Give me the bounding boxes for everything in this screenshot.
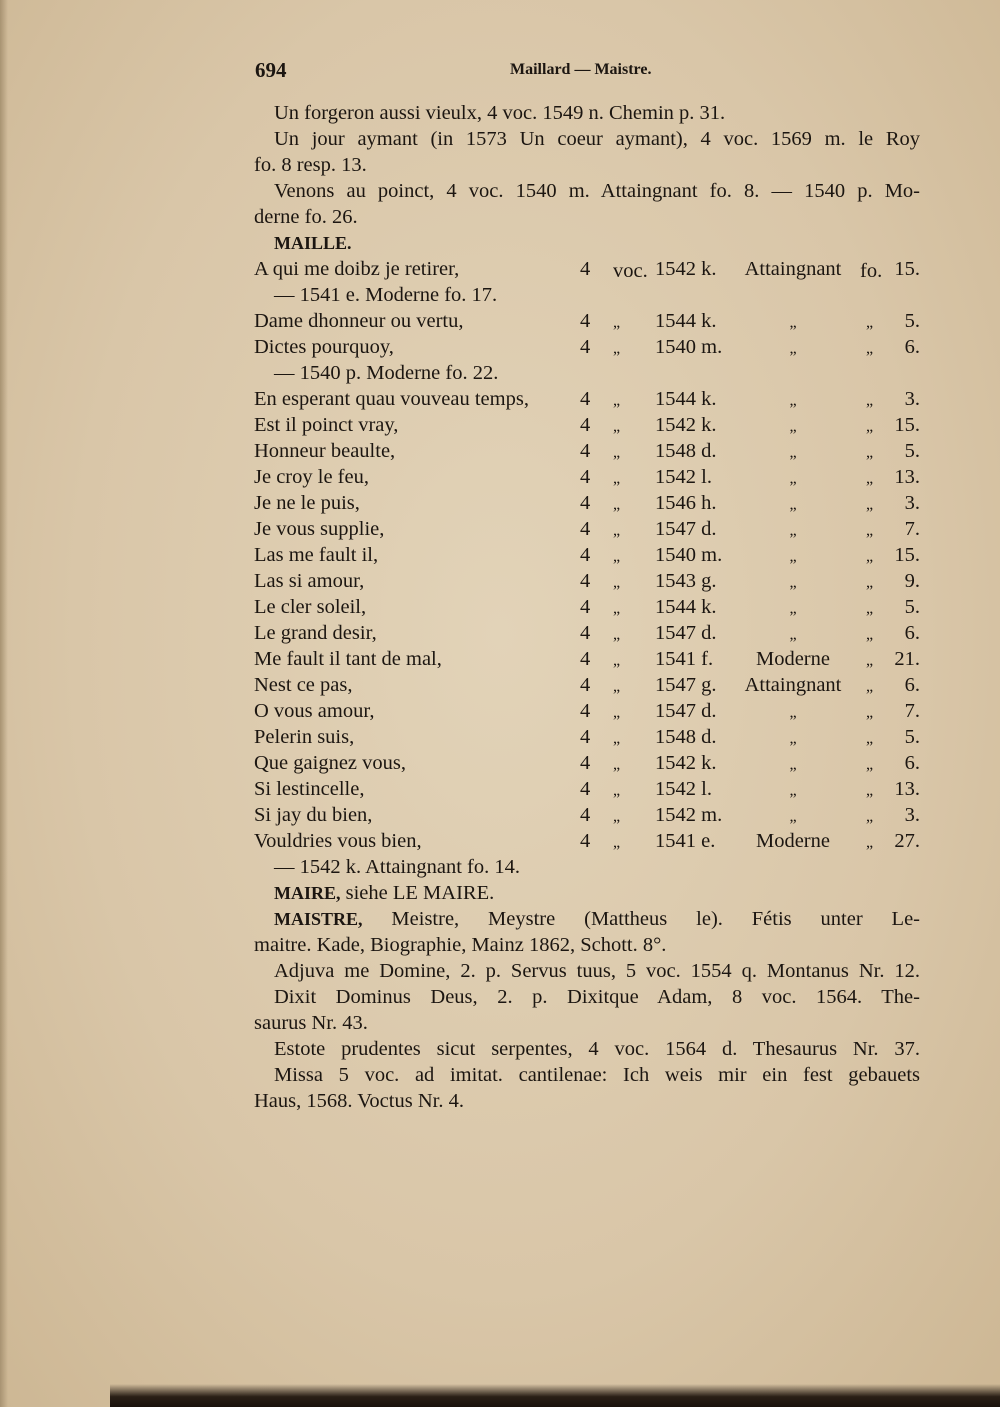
entry-row [254, 672, 920, 698]
heading-maistre-line [254, 906, 920, 932]
folio-number: 15. [894, 258, 920, 280]
ditto-mark: „ [613, 730, 621, 747]
folio-number: 5. [904, 310, 920, 332]
entry-row [254, 516, 920, 542]
song-title: Honneur beaulte, [254, 440, 396, 462]
ditto-mark: „ [613, 444, 621, 461]
song-title: Si lestincelle, [254, 778, 365, 800]
entry-row [254, 334, 920, 360]
ditto-mark: „ [866, 548, 874, 565]
entry-line: Adjuva me Domine, 2. p. Servus tuus, 5 voc. 1554 q. Montanus Nr. 12. [274, 960, 920, 982]
entry-row [254, 568, 920, 594]
song-title: Las si amour, [254, 570, 365, 592]
song-title: A qui me doibz je retirer, [254, 258, 460, 280]
ditto-mark: „ [866, 652, 874, 669]
folio-number: 21. [894, 648, 920, 670]
ditto-mark: „ [866, 574, 874, 591]
entry-row [254, 438, 920, 464]
folio-number: 3. [904, 804, 920, 826]
publisher: „ [789, 418, 797, 435]
voice-count: 4 [580, 674, 591, 696]
ditto-mark: „ [866, 704, 874, 721]
folio-number: 6. [904, 336, 920, 358]
ditto-mark: „ [866, 522, 874, 539]
ditto-mark: „ [613, 704, 621, 721]
entry-row [254, 256, 920, 282]
song-title: Est il poinct vray, [254, 414, 399, 436]
ditto-mark: „ [866, 444, 874, 461]
folio-number: 13. [894, 778, 920, 800]
folio-number: 6. [904, 674, 920, 696]
ditto-mark: „ [866, 470, 874, 487]
print-date: 1543 g. [655, 570, 717, 592]
folio-number: 5. [904, 726, 920, 748]
entries-bottom [254, 958, 920, 1114]
song-title: O vous amour, [254, 700, 375, 722]
ditto-mark: „ [613, 548, 621, 565]
ditto-mark: „ [613, 652, 621, 669]
ditto-mark: „ [866, 340, 874, 357]
entry-continuation: derne fo. 26. [254, 206, 358, 228]
ditto-mark: „ [866, 756, 874, 773]
ditto-mark: „ [613, 834, 621, 851]
voice-count: 4 [580, 440, 591, 462]
ditto-mark: „ [613, 418, 621, 435]
ditto-mark: „ [866, 808, 874, 825]
ditto-mark: „ [866, 626, 874, 643]
publisher: „ [789, 496, 797, 513]
song-title: Pelerin suis, [254, 726, 355, 748]
folio-number: 6. [904, 752, 920, 774]
entry-continuation: fo. 8 resp. 13. [254, 154, 367, 176]
entry-row [254, 620, 920, 646]
ditto-mark: „ [866, 600, 874, 617]
ditto-mark: „ [866, 782, 874, 799]
publisher: Attaingnant [744, 258, 842, 280]
folio-number: 6. [904, 622, 920, 644]
entry-row [254, 490, 920, 516]
voice-count: 4 [580, 310, 591, 332]
voice-count: 4 [580, 258, 591, 280]
print-date: 1544 k. [655, 388, 717, 410]
ditto-mark: „ [613, 678, 621, 695]
entry-continuation: saurus Nr. 43. [254, 1012, 368, 1034]
entry-line: Dixit Dominus Deus, 2. p. Dixitque Adam, 8 voc. 1564. The- [274, 986, 920, 1008]
voice-count: 4 [580, 622, 591, 644]
publisher: „ [789, 314, 797, 331]
song-title: Que gaignez vous, [254, 752, 406, 774]
publisher: „ [789, 756, 797, 773]
folio-number: 7. [904, 518, 920, 540]
publisher: „ [789, 574, 797, 591]
entry-line: Missa 5 voc. ad imitat. cantilenae: Ich weis mir ein fest gebauets [274, 1064, 920, 1086]
song-title: Le grand desir, [254, 622, 377, 644]
maille-entry-list [254, 256, 920, 880]
page-number: 694 [255, 58, 287, 82]
entry-row [254, 724, 920, 750]
folio-number: 27. [894, 830, 920, 852]
song-title: Dame dhonneur ou vertu, [254, 310, 464, 332]
print-date: 1542 k. [655, 414, 717, 436]
heading-maire: MAIRE, [274, 883, 341, 903]
ditto-mark: „ [866, 392, 874, 409]
ditto-mark: „ [613, 496, 621, 513]
binding-shadow [110, 1384, 1000, 1407]
print-date: 1546 h. [655, 492, 717, 514]
ditto-mark: „ [613, 522, 621, 539]
print-date: 1548 d. [655, 440, 717, 462]
print-date: 1542 l. [655, 466, 712, 488]
print-date: 1544 k. [655, 310, 717, 332]
page-edge-shadow [0, 0, 8, 1407]
publisher: „ [789, 600, 797, 617]
publisher: „ [789, 808, 797, 825]
entry-row [254, 828, 920, 854]
print-date: 1541 e. [655, 830, 716, 852]
publisher: Moderne [755, 830, 830, 852]
voice-count: 4 [580, 752, 591, 774]
ditto-mark: „ [866, 418, 874, 435]
ditto-mark: „ [613, 808, 621, 825]
entry-continuation: Haus, 1568. Voctus Nr. 4. [254, 1090, 464, 1112]
entry-continuation: — 1541 e. Moderne fo. 17. [274, 284, 498, 306]
publisher: „ [789, 470, 797, 487]
entry-line: Estote prudentes sicut serpentes, 4 voc. 1564 d. Thesaurus Nr. 37. [274, 1038, 920, 1060]
print-date: 1542 k. [655, 258, 717, 280]
publisher: „ [789, 704, 797, 721]
song-title: En esperant quau vouveau temps, [254, 388, 529, 410]
voice-count: 4 [580, 414, 591, 436]
entry-row [254, 776, 920, 802]
publisher: „ [789, 522, 797, 539]
publisher: Moderne [755, 648, 830, 670]
song-title: Dictes pourquoy, [254, 336, 394, 358]
ditto-mark: „ [866, 678, 874, 695]
song-title: Je vous supplie, [254, 518, 385, 540]
folio-number: 5. [904, 440, 920, 462]
entry-row [254, 308, 920, 334]
ditto-mark: „ [866, 730, 874, 747]
maistre-variants: Meistre, Meystre (Mattheus le). Fétis unter Le- [391, 908, 921, 930]
ditto-mark: „ [613, 340, 621, 357]
heading-maistre: MAISTRE, [274, 909, 363, 929]
publisher: „ [789, 626, 797, 643]
song-title: Vouldries vous bien, [254, 830, 422, 852]
ditto-mark: voc. [613, 260, 648, 282]
print-date: 1547 d. [655, 518, 717, 540]
entries-top [254, 100, 920, 230]
folio-number: 3. [904, 492, 920, 514]
ditto-mark: „ [866, 496, 874, 513]
heading-maire-line [254, 880, 920, 906]
ditto-mark: „ [613, 392, 621, 409]
voice-count: 4 [580, 336, 591, 358]
ditto-mark: „ [613, 626, 621, 643]
publisher: „ [789, 730, 797, 747]
voice-count: 4 [580, 700, 591, 722]
folio-number: 13. [894, 466, 920, 488]
song-title: Je ne le puis, [254, 492, 360, 514]
song-title: Me fault il tant de mal, [254, 648, 442, 670]
voice-count: 4 [580, 778, 591, 800]
entry-row [254, 386, 920, 412]
entry-line: Un forgeron aussi vieulx, 4 voc. 1549 n. Chemin p. 31. [274, 102, 726, 124]
voice-count: 4 [580, 804, 591, 826]
ditto-mark: „ [613, 314, 621, 331]
ditto-mark: „ [613, 782, 621, 799]
song-title: Las me fault il, [254, 544, 379, 566]
voice-count: 4 [580, 518, 591, 540]
maire-crossref: siehe LE MAIRE. [345, 882, 495, 904]
song-title: Le cler soleil, [254, 596, 367, 618]
print-date: 1547 d. [655, 700, 717, 722]
ditto-mark: „ [866, 314, 874, 331]
heading-maille: MAILLE. [274, 233, 352, 253]
print-date: 1542 k. [655, 752, 717, 774]
voice-count: 4 [580, 648, 591, 670]
entry-row [254, 412, 920, 438]
entry-row [254, 542, 920, 568]
folio-number: 15. [894, 544, 920, 566]
publisher: Attaingnant [744, 674, 842, 696]
folio-number: 7. [904, 700, 920, 722]
voice-count: 4 [580, 388, 591, 410]
ditto-mark: „ [613, 470, 621, 487]
entry-row [254, 646, 920, 672]
folio-number: 5. [904, 596, 920, 618]
print-date: 1547 g. [655, 674, 717, 696]
print-date: 1548 d. [655, 726, 717, 748]
print-date: 1544 k. [655, 596, 717, 618]
song-title: Si jay du bien, [254, 804, 373, 826]
publisher: „ [789, 340, 797, 357]
voice-count: 4 [580, 570, 591, 592]
entry-row [254, 594, 920, 620]
ditto-mark: „ [613, 756, 621, 773]
print-date: 1542 l. [655, 778, 712, 800]
entry-row [254, 698, 920, 724]
voice-count: 4 [580, 492, 591, 514]
song-title: Je croy le feu, [254, 466, 369, 488]
print-date: 1542 m. [655, 804, 723, 826]
publisher: „ [789, 392, 797, 409]
voice-count: 4 [580, 830, 591, 852]
ditto-mark: „ [613, 600, 621, 617]
entry-continuation: — 1542 k. Attaingnant fo. 14. [274, 856, 520, 878]
entry-row [254, 464, 920, 490]
folio-number: 15. [894, 414, 920, 436]
print-date: 1541 f. [655, 648, 714, 670]
ditto-mark: „ [866, 834, 874, 851]
voice-count: 4 [580, 596, 591, 618]
entry-line: Venons au poinct, 4 voc. 1540 m. Attaingnant fo. 8. — 1540 p. Mo- [274, 180, 920, 202]
print-date: 1547 d. [655, 622, 717, 644]
ditto-mark: „ [613, 574, 621, 591]
publisher: „ [789, 548, 797, 565]
print-date: 1540 m. [655, 336, 723, 358]
entry-line: Un jour aymant (in 1573 Un coeur aymant), 4 voc. 1569 m. le Roy [274, 128, 920, 150]
page-header [255, 58, 920, 88]
print-date: 1540 m. [655, 544, 723, 566]
entry-row [254, 750, 920, 776]
song-title: Nest ce pas, [254, 674, 353, 696]
publisher: „ [789, 444, 797, 461]
publisher: „ [789, 782, 797, 799]
ditto-mark: fo. [860, 260, 883, 282]
maistre-bibliography: maitre. Kade, Biographie, Mainz 1862, Schott. 8°. [254, 934, 667, 956]
folio-number: 3. [904, 388, 920, 410]
voice-count: 4 [580, 466, 591, 488]
entry-continuation: — 1540 p. Moderne fo. 22. [274, 362, 499, 384]
voice-count: 4 [580, 726, 591, 748]
folio-number: 9. [904, 570, 920, 592]
entry-row [254, 802, 920, 828]
running-head: Maillard — Maistre. [510, 61, 652, 78]
voice-count: 4 [580, 544, 591, 566]
page-body [254, 100, 920, 1114]
